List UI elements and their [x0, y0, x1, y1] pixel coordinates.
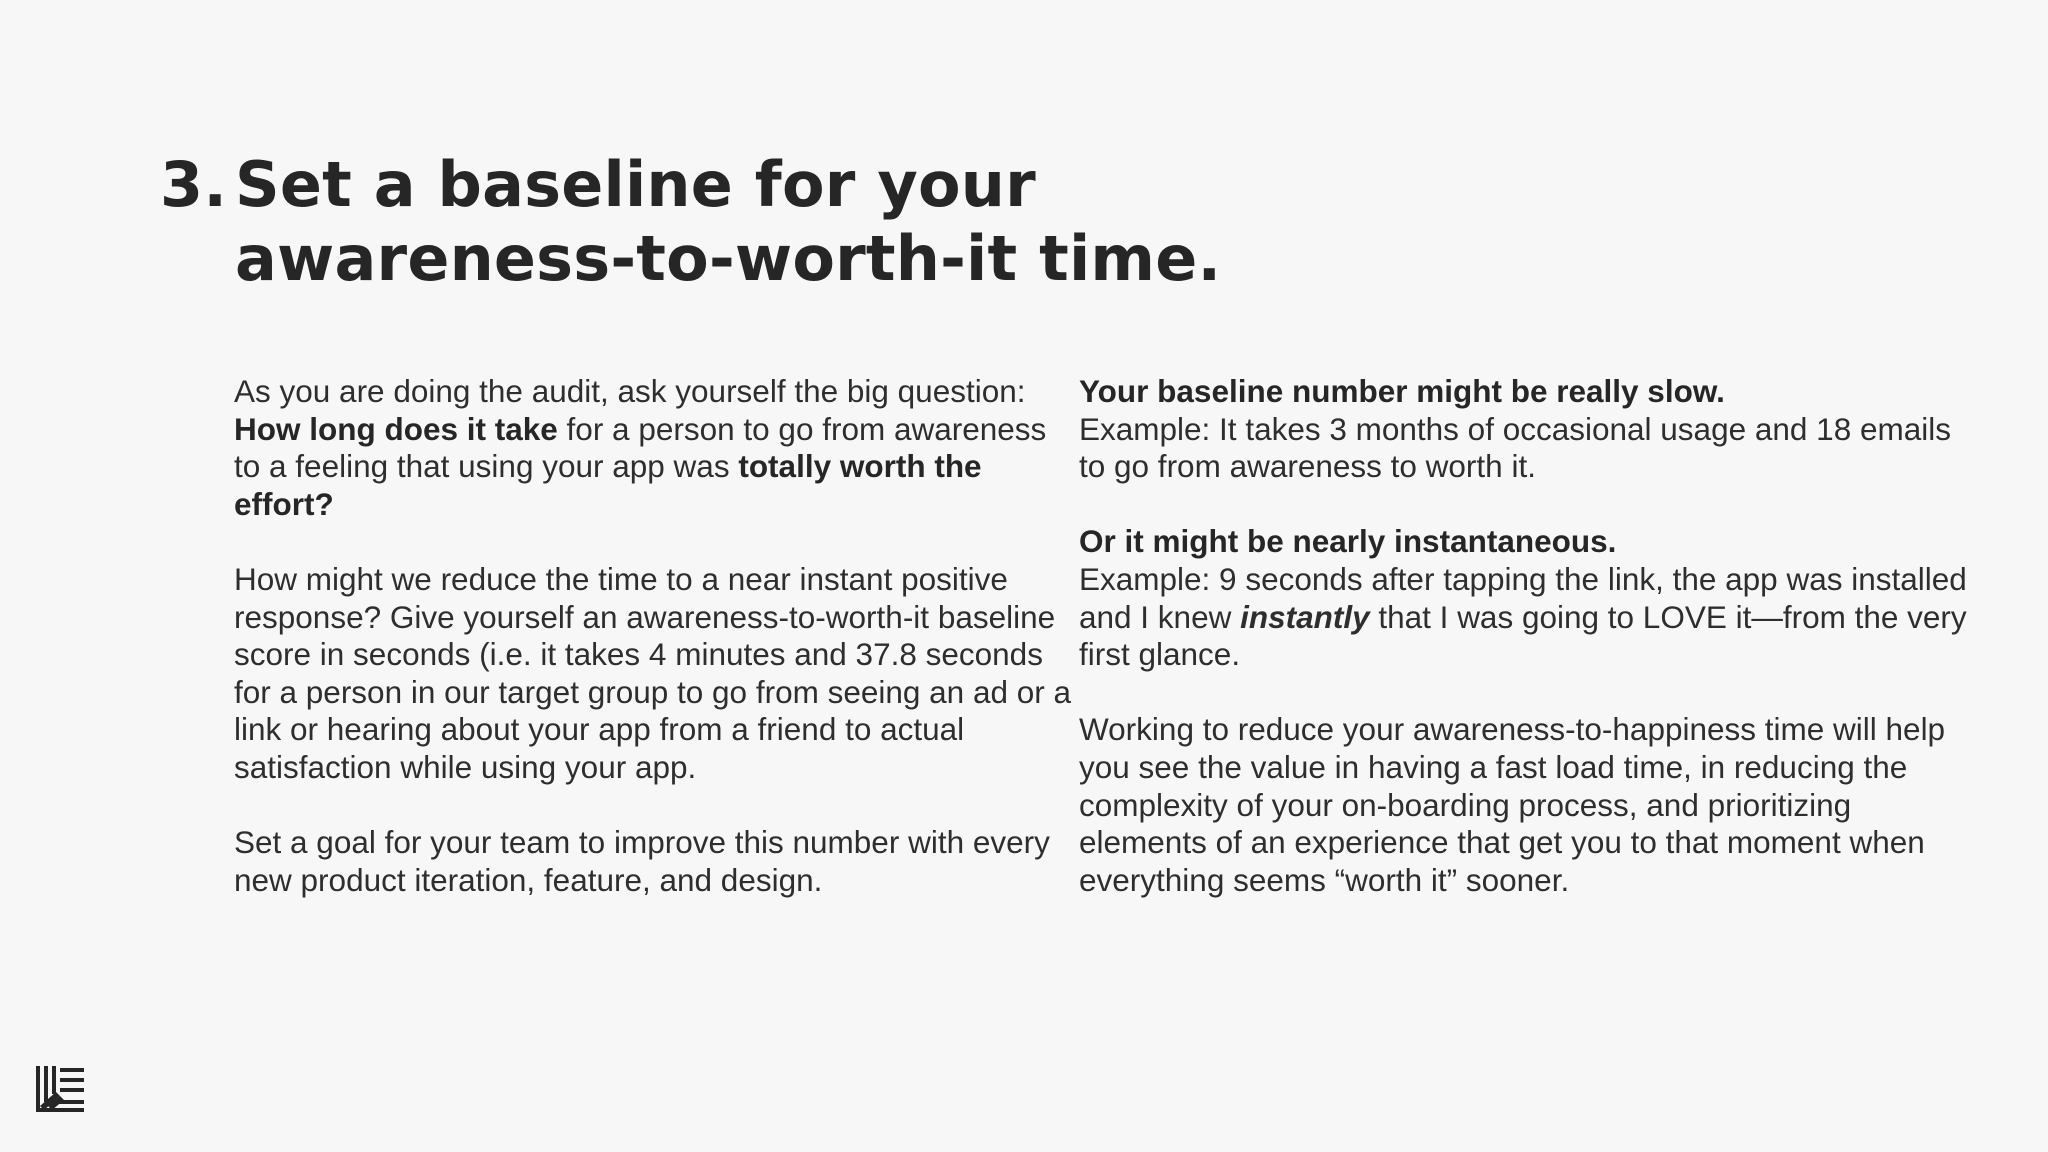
brand-logo-icon — [36, 1066, 84, 1114]
right-p1-text: Example: It takes 3 months of occasional usage and 18 emails to go from awareness to worth it. — [1079, 410, 1951, 485]
left-p1-text-1: As you are doing the audit, ask yourself the big question: — [234, 373, 1026, 409]
right-p2-heading: Or it might be nearly instantaneous. — [1079, 523, 1617, 560]
right-paragraph-1 — [1079, 373, 1979, 486]
slide-title — [160, 148, 1221, 296]
right-p1-heading: Your baseline number might be really slow. — [1079, 373, 1725, 409]
left-column — [234, 373, 1074, 937]
left-p1-bold-2: totally worth the effort? — [234, 448, 982, 522]
left-p1-bold-1: How long does it take — [234, 410, 558, 447]
right-paragraph-3: Working to reduce your awareness-to-happiness time will help you see the value in having a fast load time, in reducing the complexity of your on-boarding process, and prioritizing elements of an experience that get you to that moment when everything seems “worth it” sooner. — [1079, 711, 1946, 898]
right-p2-text-2: that I was going to LOVE it—from the very first glance. — [1079, 598, 1967, 673]
right-p2-text-1: Example: 9 seconds after tapping the link, the app was installed and I knew — [1079, 560, 1967, 635]
title-line-2: awareness-to-worth-it time. — [235, 222, 1222, 295]
left-paragraph-2: How might we reduce the time to a near instant positive response? Give yourself an awareness-to-worth-it baseline score in seconds (i.e. it takes 4 minutes and 37.8 seconds for a person in our target group to go from seeing an ad or a link or hearing about your app from a friend to actual satisfaction while using your app. — [234, 560, 1072, 785]
left-paragraph-3: Set a goal for your team to improve this number with every new product iteration, feature, and design. — [234, 824, 1050, 898]
right-p2-emphasis: instantly — [1240, 598, 1370, 635]
title-number: 3. — [160, 148, 228, 221]
right-column — [1079, 373, 1979, 937]
right-paragraph-2 — [1079, 523, 1979, 673]
left-paragraph-1 — [234, 373, 1074, 523]
left-p1-text-2: for a person to go from awareness to a feeling that using your app was — [234, 410, 1047, 485]
title-line-1: Set a baseline for your — [235, 148, 1036, 221]
